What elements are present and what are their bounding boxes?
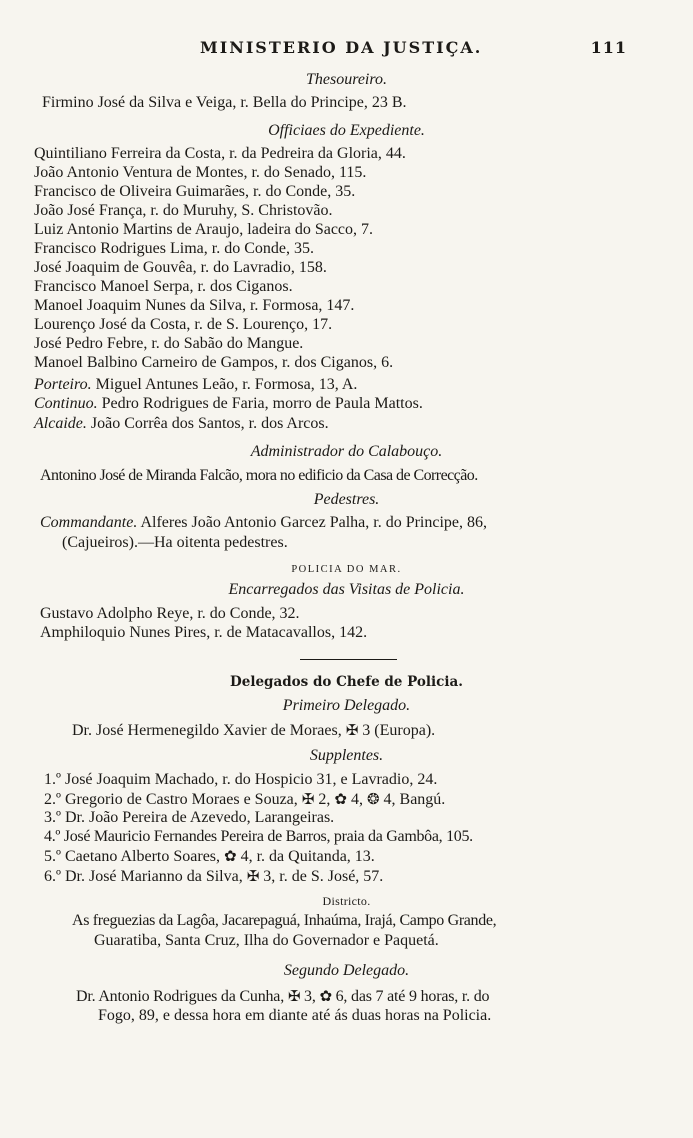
officiaes-entry: João José França, r. do Muruhy, S. Christovão.	[34, 202, 333, 219]
policia-mar-entry: Amphiloquio Nunes Pires, r. de Matacavallos, 142.	[40, 624, 368, 641]
primeiro-delegado-note: 3 (Europa).	[362, 722, 436, 739]
subheading-segundo-delegado: Segundo Delegado.	[283, 962, 410, 979]
supplente-2-order-b: 4,	[350, 791, 363, 808]
primeiro-delegado-entry	[72, 720, 435, 741]
supplente-entry	[44, 789, 445, 810]
section-heading-calabouco: Administrador do Calabouço.	[250, 443, 443, 460]
continuo-label: Continuo.	[34, 395, 98, 412]
segundo-delegado-entry	[76, 986, 489, 1007]
continuo-entry	[34, 394, 423, 414]
order-rose-icon: ✿	[334, 790, 347, 808]
order-wreath-icon: ❂	[366, 790, 380, 808]
officiaes-entry: Francisco Manoel Serpa, r. dos Ciganos.	[34, 278, 293, 295]
policia-mar-entry: Gustavo Adolpho Reye, r. do Conde, 32.	[40, 605, 300, 622]
running-title: MINISTERIO DA JUSTIÇA.	[200, 38, 483, 57]
supplente-2-order-c: 4, Bangú.	[383, 791, 446, 808]
porteiro-text: Miguel Antunes Leão, r. Formosa, 13, A.	[91, 376, 358, 393]
order-rose-icon: ✿	[319, 987, 332, 1005]
subheading-supplentes: Supplentes.	[309, 747, 384, 764]
order-cross-icon: ✠	[301, 790, 315, 808]
officiaes-entry: Quintiliano Ferreira da Costa, r. da Pedreira da Gloria, 44.	[34, 145, 406, 162]
order-cross-icon: ✠	[246, 867, 260, 885]
page-number: 111	[590, 38, 627, 57]
supplente-2-order-a: 2,	[318, 791, 331, 808]
section-heading-officiaes: Officiaes do Expediente.	[268, 122, 425, 139]
supplente-6-name: 6.º Dr. José Marianno da Silva,	[44, 868, 243, 885]
alcaide-entry	[34, 414, 329, 434]
section-heading-policia-mar: POLICIA DO MAR.	[291, 564, 402, 575]
continuo-text: Pedro Rodrigues de Faria, morro de Paula Mattos.	[97, 395, 423, 412]
page-header	[0, 38, 693, 62]
supplente-entry: 3.º Dr. João Pereira de Azevedo, Larangeiras.	[44, 809, 335, 826]
calabouco-entry: Antonino José de Miranda Falcão, mora no edificio da Casa de Correcção.	[40, 467, 478, 484]
supplente-entry	[44, 866, 383, 887]
section-heading-delegados: Delegados do Chefe de Policia.	[230, 674, 463, 690]
primeiro-delegado-name: Dr. José Hermenegildo Xavier de Moraes,	[72, 722, 342, 739]
supplente-5-address: 4, r. da Quitanda, 13.	[240, 848, 375, 865]
officiaes-entry: José Joaquim de Gouvêa, r. do Lavradio, 158.	[34, 259, 327, 276]
officiaes-entry: Manoel Balbino Carneiro de Gampos, r. dos Ciganos, 6.	[34, 354, 394, 371]
subheading-primeiro-delegado: Primeiro Delegado.	[282, 697, 411, 714]
section-heading-thesoureiro: Thesoureiro.	[305, 71, 388, 88]
supplente-entry	[44, 846, 375, 867]
pedestres-entry-continued: (Cajueiros).—Ha oitenta pedestres.	[62, 534, 288, 551]
officiaes-entry: Manoel Joaquim Nunes da Silva, r. Formosa, 147.	[34, 297, 355, 314]
alcaide-text: João Corrêa dos Santos, r. dos Arcos.	[86, 415, 329, 432]
supplente-entry: 4.º José Mauricio Fernandes Pereira de Barros, praia da Gambôa, 105.	[44, 828, 473, 845]
supplente-5-name: 5.º Caetano Alberto Soares,	[44, 848, 221, 865]
order-cross-icon: ✠	[287, 987, 301, 1005]
commandante-label: Commandante.	[40, 514, 138, 531]
segundo-delegado-name: Dr. Antonio Rodrigues da Cunha,	[76, 988, 285, 1005]
porteiro-label: Porteiro.	[34, 376, 92, 393]
districto-line: As freguezias da Lagôa, Jacarepaguá, Inhaúma, Irajá, Campo Grande,	[72, 912, 497, 929]
commandante-text: Alferes João Antonio Garcez Palha, r. do Principe, 86,	[137, 514, 488, 531]
segundo-delegado-entry-continued: Fogo, 89, e dessa hora em diante até ás duas horas na Policia.	[98, 1007, 492, 1024]
officiaes-entry: Lourenço José da Costa, r. de S. Lourenço, 17.	[34, 316, 333, 333]
subheading-districto: Districto.	[322, 894, 371, 908]
porteiro-entry	[34, 375, 357, 395]
officiaes-entry: Francisco Rodrigues Lima, r. do Conde, 35.	[34, 240, 314, 257]
supplente-entry: 1.º José Joaquim Machado, r. do Hospicio 31, e Lavradio, 24.	[44, 771, 438, 788]
order-cross-icon: ✠	[345, 721, 359, 739]
segundo-delegado-hours: 6, das 7 até 9 horas, r. do	[335, 988, 490, 1005]
subheading-visitas: Encarregados das Visitas de Policia.	[228, 581, 465, 598]
alcaide-label: Alcaide.	[34, 415, 87, 432]
officiaes-entry: João Antonio Ventura de Montes, r. do Senado, 115.	[34, 164, 367, 181]
supplente-2-name: 2.º Gregorio de Castro Moraes e Souza,	[44, 791, 298, 808]
officiaes-entry: Francisco de Oliveira Guimarães, r. do Conde, 35.	[34, 183, 356, 200]
section-heading-pedestres: Pedestres.	[313, 491, 380, 508]
segundo-delegado-order-a: 3,	[304, 988, 316, 1005]
section-divider	[300, 659, 397, 660]
officiaes-entry: Luiz Antonio Martins de Araujo, ladeira do Sacco, 7.	[34, 221, 374, 238]
supplente-6-address: 3, r. de S. José, 57.	[263, 868, 384, 885]
order-rose-icon: ✿	[224, 847, 237, 865]
districto-line-continued: Guaratiba, Santa Cruz, Ilha do Governador e Paquetá.	[94, 932, 439, 949]
thesoureiro-entry: Firmino José da Silva e Veiga, r. Bella do Principe, 23 B.	[42, 94, 407, 111]
officiaes-entry: José Pedro Febre, r. do Sabão do Mangue.	[34, 335, 304, 352]
pedestres-entry	[40, 513, 487, 533]
